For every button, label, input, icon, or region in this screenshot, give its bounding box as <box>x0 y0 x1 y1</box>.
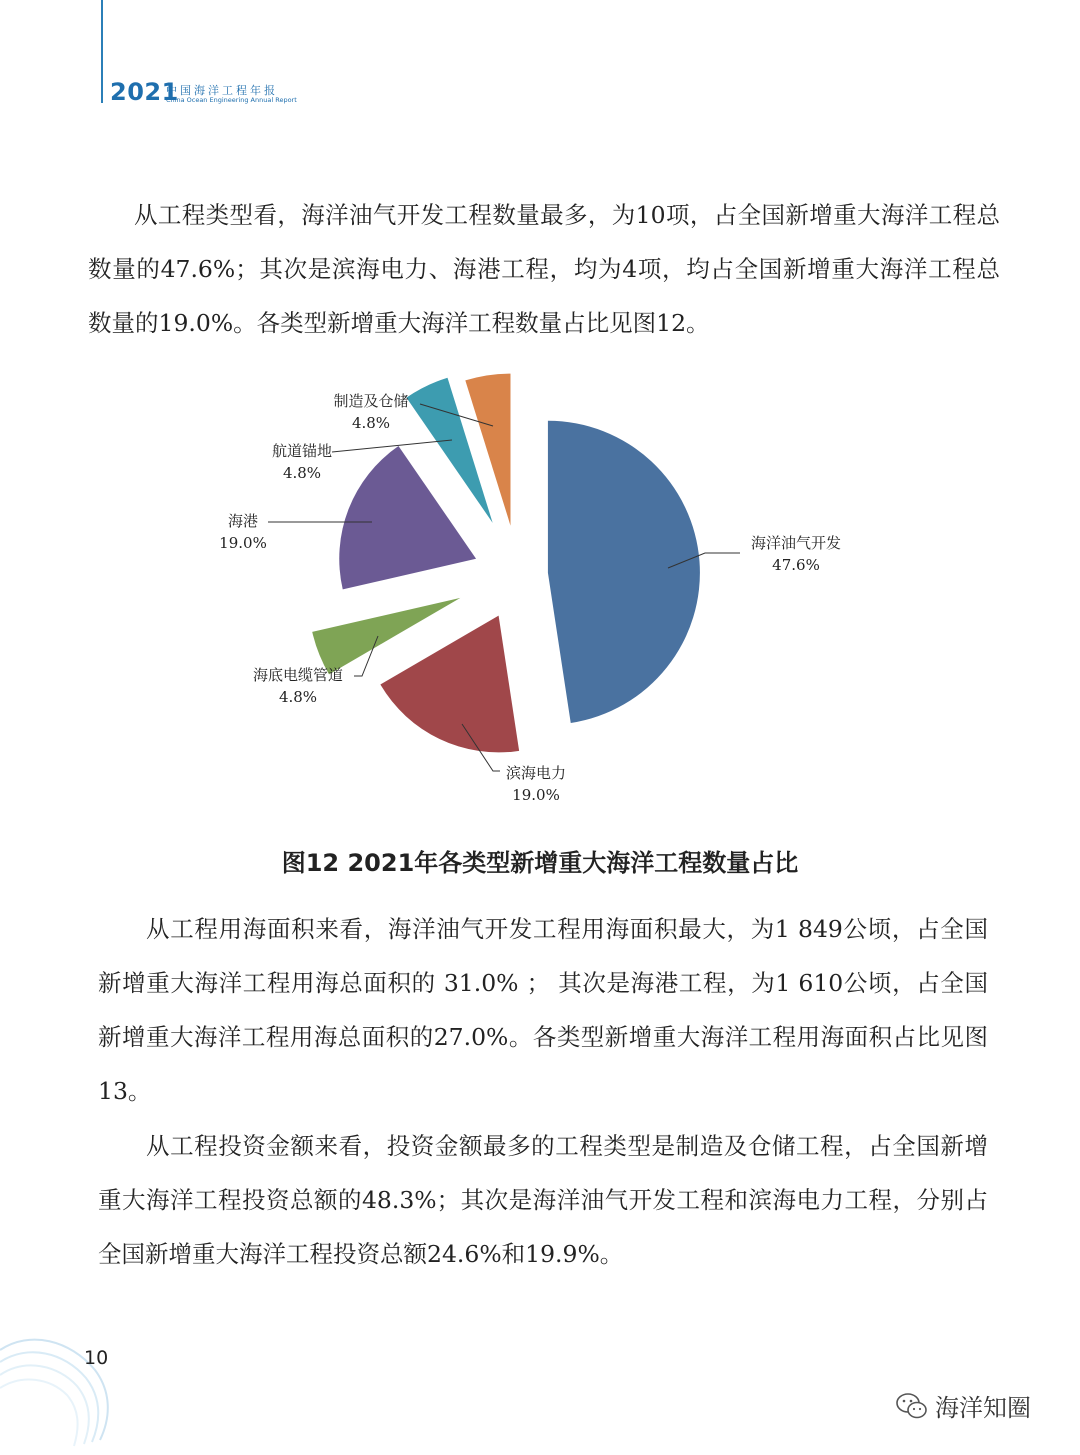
header-title-cn: 中国海洋工程年报 <box>166 84 278 97</box>
slice-percent: 47.6% <box>772 556 820 574</box>
slice-percent: 4.8% <box>282 464 322 482</box>
slice-percent: 19.0% <box>219 534 267 552</box>
wechat-icon <box>895 1391 929 1421</box>
slice-label: 海洋油气开发 <box>750 534 842 552</box>
slice-label: 海底电缆管道 <box>252 666 344 684</box>
pie-slice <box>465 374 510 526</box>
leader-line <box>332 440 452 452</box>
pie-chart <box>0 360 1080 830</box>
wave-decoration <box>0 1320 140 1455</box>
figure-caption: 图12 2021年各类型新增重大海洋工程数量占比 <box>281 849 799 877</box>
header-rule <box>101 0 103 103</box>
pie-slice <box>380 616 519 753</box>
slice-label: 制造及仓储 <box>333 392 409 410</box>
paragraph-sea-area: 从工程用海面积来看，海洋油气开发工程用海面积最大，为1 849公顷，占全国新增重大海洋工程用海总面积的 31.0% ； 其次是海港工程，为1 610公顷，占全国新增重大海洋工程用海总面积的27.0%。各类型新增重大海洋工程用海面积占比见图13。 <box>98 915 988 1105</box>
header-year: 2021 <box>110 78 179 106</box>
watermark <box>895 1388 1031 1423</box>
slice-percent: 4.8% <box>351 414 391 432</box>
slice-percent: 19.0% <box>512 786 560 804</box>
paragraph-type-count: 从工程类型看，海洋油气开发工程数量最多，为10项，占全国新增重大海洋工程总数量的47.6%；其次是滨海电力、海港工程，均为4项，均占全国新增重大海洋工程总数量的19.0%。各类型新增重大海洋工程数量占比见图12。 <box>88 201 1000 337</box>
slice-label: 航道锚地 <box>271 442 333 460</box>
slice-label: 滨海电力 <box>505 764 567 782</box>
page-number: 10 <box>84 1347 109 1369</box>
paragraph-investment: 从工程投资金额来看，投资金额最多的工程类型是制造及仓储工程，占全国新增重大海洋工程投资总额的48.3%；其次是海洋油气开发工程和滨海电力工程，分别占全国新增重大海洋工程投资总额24.6%和19.9%。 <box>98 1132 988 1268</box>
header-title-en: China Ocean Engineering Annual Report <box>166 96 297 104</box>
watermark-text: 海洋知圈 <box>935 1394 1031 1422</box>
slice-label: 海港 <box>227 512 259 530</box>
slice-percent: 4.8% <box>278 688 318 706</box>
pie-slice <box>548 421 700 723</box>
